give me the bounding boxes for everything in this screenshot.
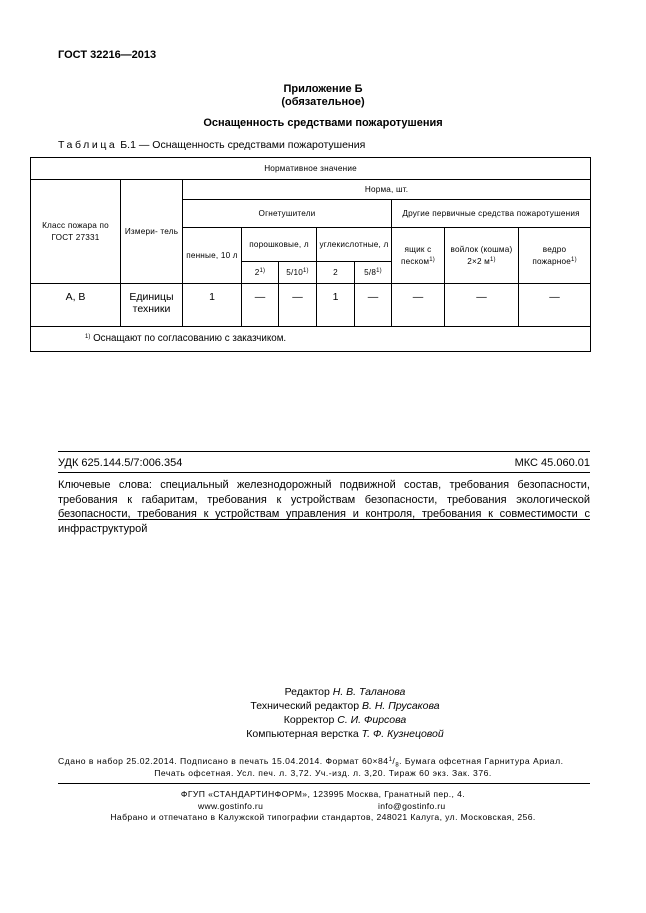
document-header-standard: ГОСТ 32216—2013 <box>58 49 157 61</box>
header-other-means: Другие первичные средства пожаротушения <box>392 200 591 228</box>
header-sandbox: ящик с песком$^{1)}$ <box>392 228 445 284</box>
mks-code: МКС 45.060.01 <box>514 457 590 469</box>
divider-keywords <box>58 519 590 520</box>
divider-top <box>58 451 590 452</box>
cell-foam: 1 <box>183 284 242 327</box>
table-caption <box>58 139 365 151</box>
cell-bucket: — <box>519 284 591 327</box>
cell-unit: Единицы техники <box>121 284 183 327</box>
table-footnote: $^{1)}$ Оснащают по согласованию с заказчиком. <box>31 327 591 352</box>
divider-udk <box>58 472 590 473</box>
header-co2-2: 5/8$^{1)}$ <box>355 262 392 284</box>
appendix-title: Приложение Б <box>283 83 363 95</box>
header-foam: пенные, 10 л <box>183 228 242 284</box>
table-caption-prefix: Таблица <box>58 139 118 151</box>
keywords-text: Ключевые слова: специальный железнодорожный подвижной состав, требования безопасности, требования к габаритам, требования к устройствам безопасности, требования экологической безопасности, требования к устройствам управления и контроля, требования к совместимости с инфраструктурой <box>58 479 590 535</box>
cell-powder-1: — <box>242 284 279 327</box>
publisher-email: info@gostinfo.ru <box>378 801 446 811</box>
header-co2-1: 2 <box>317 262 355 284</box>
header-fire-class: Класс пожара по ГОСТ 27331 <box>31 180 121 284</box>
print-info-line1: Сдано в набор 25.02.2014. Подписано в печать 15.04.2014. Формат $60\times 84^1/_8$. Бумага офсетная Гарнитура Ариал. <box>58 756 564 769</box>
header-powder: порошковые, л <box>242 228 317 262</box>
header-co2: углекислотные, л <box>317 228 392 262</box>
cell-felt: — <box>445 284 519 327</box>
header-unit: Измери- тель <box>121 180 183 284</box>
credit-corrector: Корректор С. И. Фирсова <box>283 714 407 726</box>
cell-sandbox: — <box>392 284 445 327</box>
table-caption-text: Б.1 — Оснащенность средствами пожаротушения <box>117 139 366 151</box>
header-felt: войлок (кошма) 2×2 $м^{1)}$ <box>445 228 519 284</box>
printing-house: Набрано и отпечатано в Калужской типографии стандартов, 248021 Калуга, ул. Московская, 256. <box>110 812 536 822</box>
header-powder-2: 5/10$^{1)}$ <box>279 262 317 284</box>
divider-publisher <box>58 783 590 784</box>
header-extinguishers: Огнетушители <box>183 200 392 228</box>
cell-class: А, В <box>31 284 121 327</box>
appendix-status: (обязательное) <box>281 96 365 108</box>
publisher-address: ФГУП «СТАНДАРТИНФОРМ», 123995 Москва, Гранатный пер., 4. <box>180 789 466 799</box>
appendix-heading: Оснащенность средствами пожаротушения <box>203 117 443 129</box>
cell-powder-2: — <box>279 284 317 327</box>
header-normative-value: Нормативное значение <box>31 158 591 180</box>
cell-co2-2: — <box>355 284 392 327</box>
cell-co2-1: 1 <box>317 284 355 327</box>
table-row <box>31 284 591 327</box>
print-info-line2: Печать офсетная. Усл. печ. л. 3,72. Уч.-изд. л. 3,20. Тираж 60 экз. Зак. 376. <box>154 768 492 778</box>
header-powder-1: 2$^{1)}$ <box>242 262 279 284</box>
fire-extinguishing-table <box>30 157 591 352</box>
credit-editor: Редактор Н. В. Таланова <box>284 686 406 698</box>
header-bucket: ведро пожарное$^{1)}$ <box>519 228 591 284</box>
credit-tech-editor: Технический редактор В. Н. Прусакова <box>250 700 440 712</box>
credit-layout: Компьютерная верстка Т. Ф. Кузнецовой <box>246 728 444 740</box>
udk-code: УДК 625.144.5/7:006.354 <box>58 457 183 469</box>
credits-block <box>0 685 646 741</box>
publisher-site: www.gostinfo.ru <box>198 801 264 811</box>
header-norm: Норма, шт. <box>183 180 591 200</box>
